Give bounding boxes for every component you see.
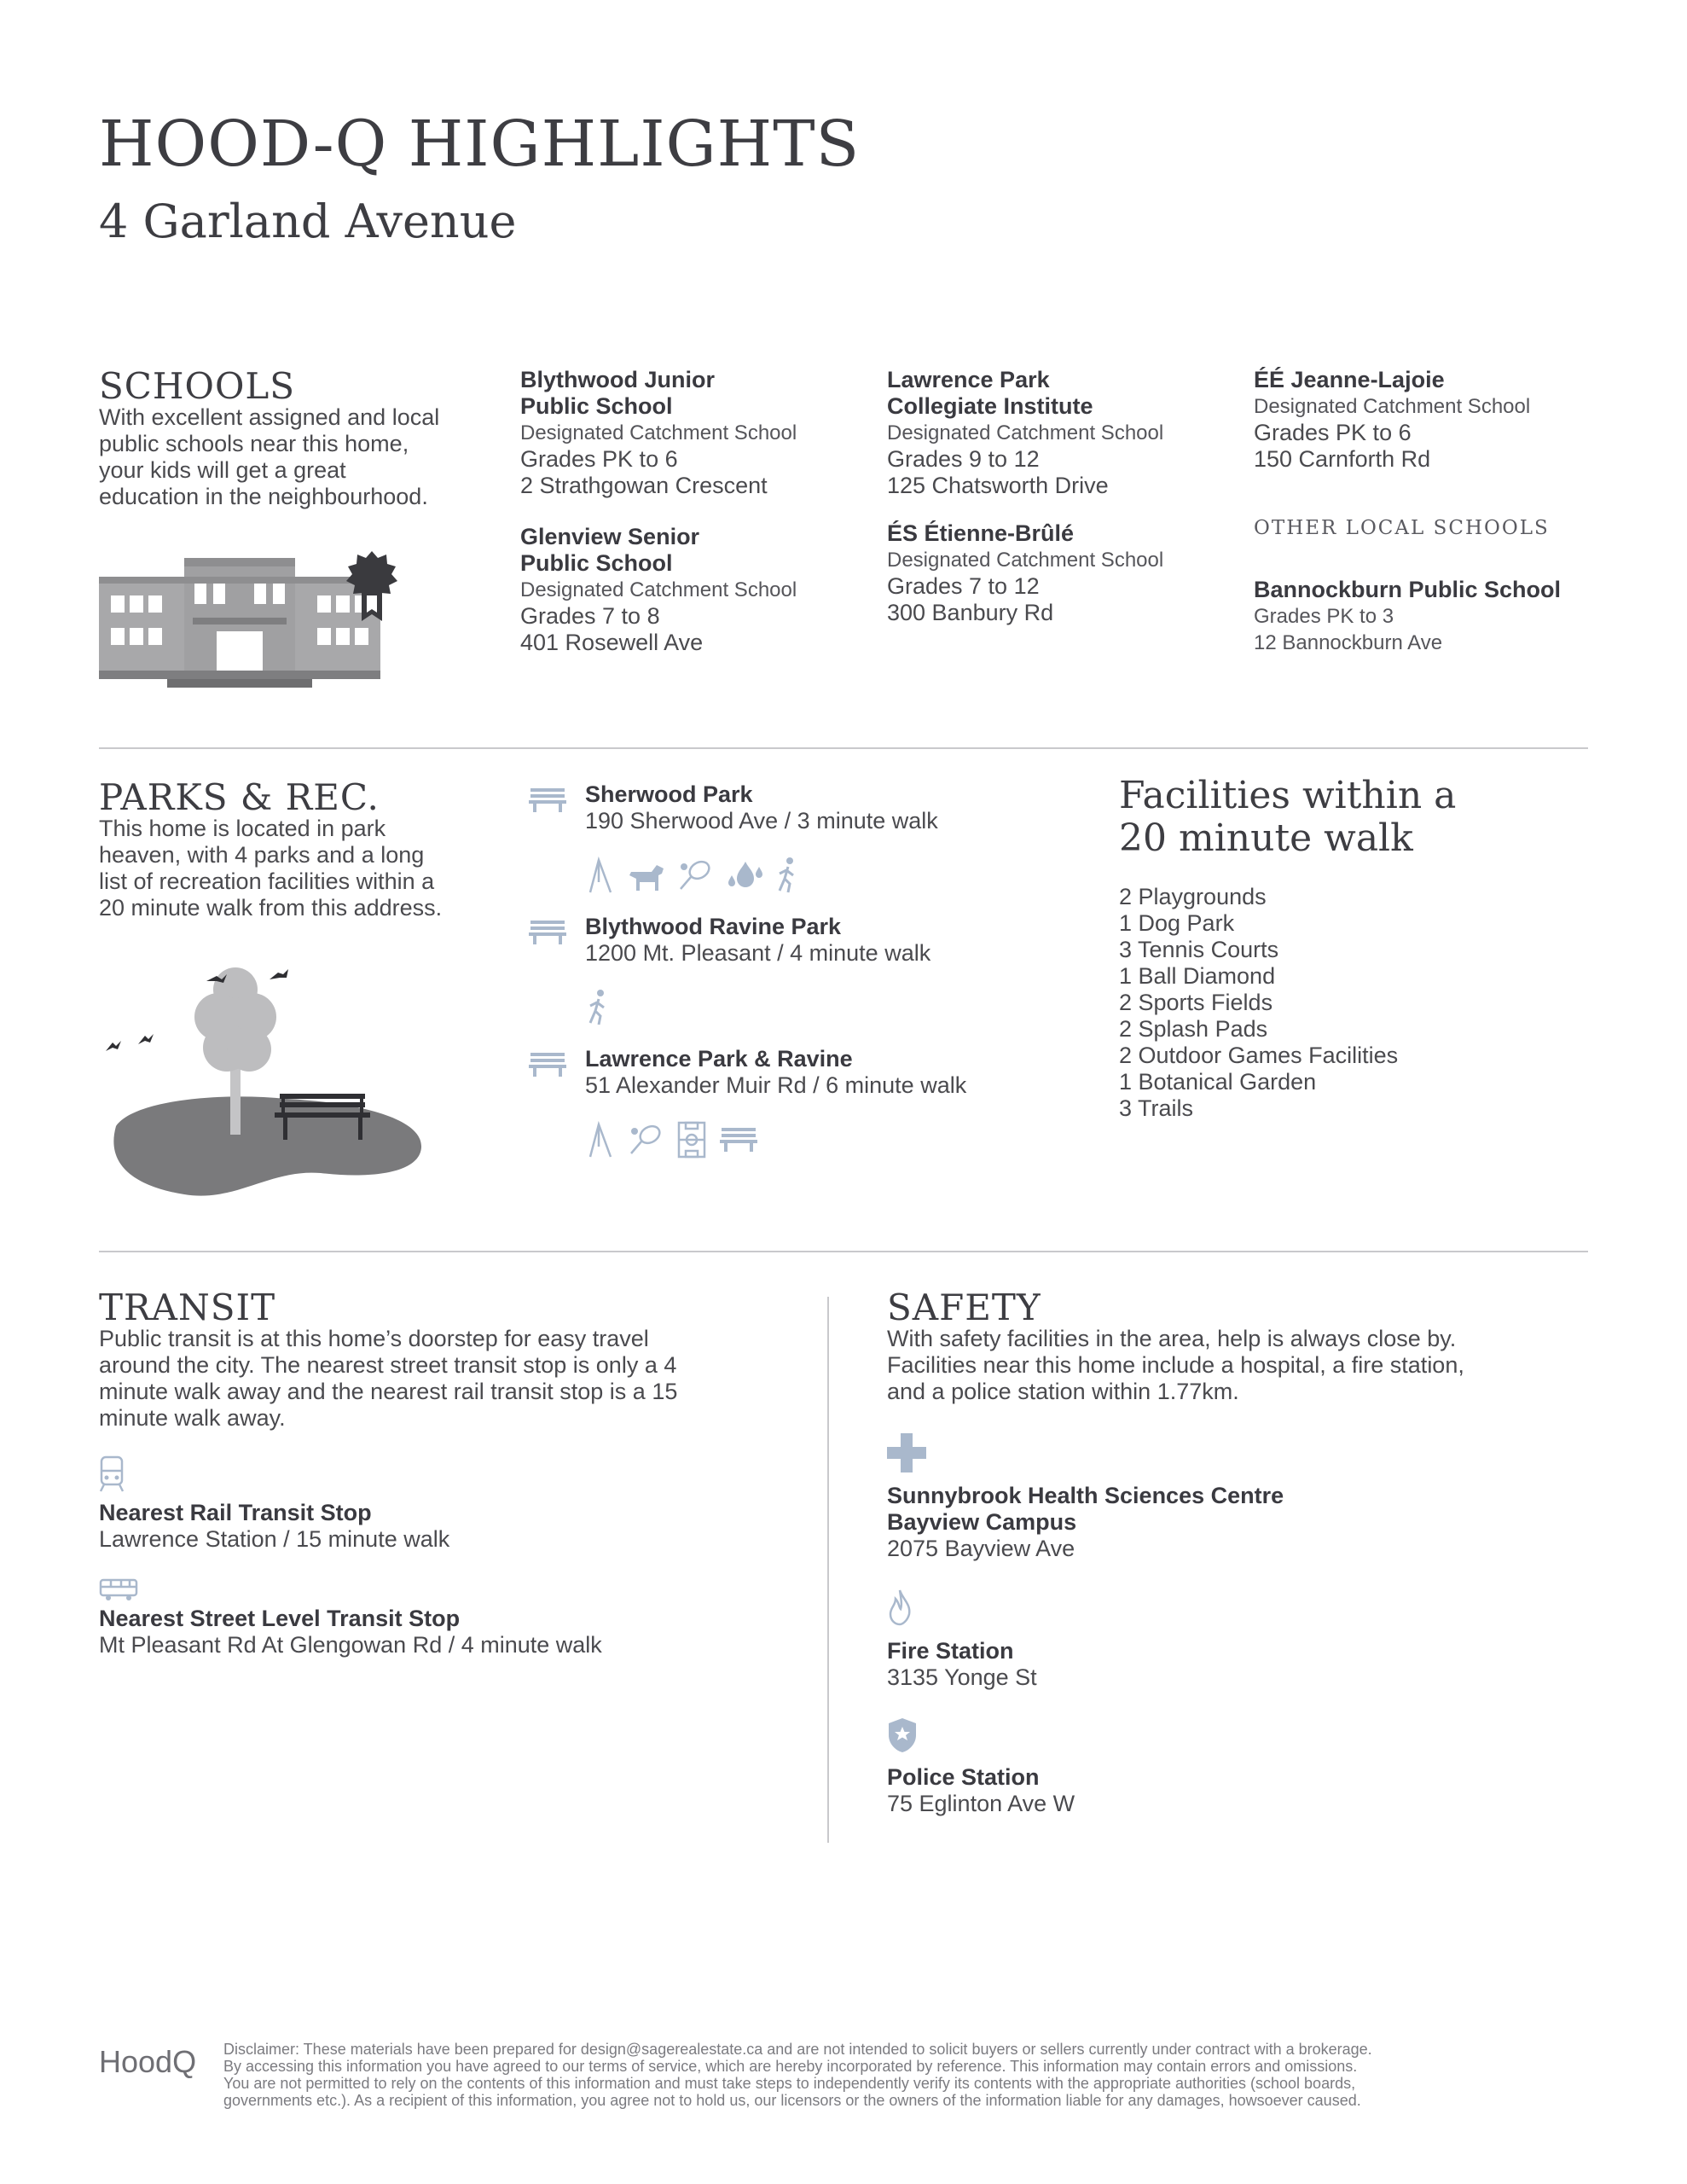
school-card-etienne-brule: ÉS Étienne-Brûlé Designated Catchment School Grades 7 to 12 300 Banbury Rd xyxy=(887,520,1164,625)
parks-description: This home is located in park heaven, with 4 parks and a long list of recreation facilities within a 20 minute walk from this address. xyxy=(99,816,443,921)
park-detail: 1200 Mt. Pleasant / 4 minute walk xyxy=(585,940,931,966)
school-card-jeanne-lajoie: ÉÉ Jeanne-Lajoie Designated Catchment School Grades PK to 6 150 Carnforth Rd xyxy=(1254,367,1531,472)
tennis-icon xyxy=(628,1123,665,1157)
schools-title: SCHOOLS xyxy=(99,365,296,407)
facility-item: 3 Tennis Courts xyxy=(1119,937,1279,962)
page-subtitle-address: 4 Garland Avenue xyxy=(99,195,517,248)
facility-item: 1 Ball Diamond xyxy=(1119,963,1276,989)
safety-title: SAFETY xyxy=(887,1287,1041,1328)
transit-description: Public transit is at this home’s doorstep for easy travel around the city. The nearest street transit stop is only a 4 minute walk away and the nearest rail transit stop is a 15 minute walk away. xyxy=(99,1326,678,1431)
school-card-glenview: Glenview Senior Public School Designated Catchment School Grades 7 to 8 401 Rosewell Ave xyxy=(520,524,797,655)
facility-item: 1 Botanical Garden xyxy=(1119,1069,1317,1095)
sports-field-icon xyxy=(677,1121,706,1159)
safety-description: With safety facilities in the area, help is always close by. Facilities near this home include a hospital, a fire station, and a police station within 1.77km. xyxy=(887,1326,1464,1404)
school-building-illustration xyxy=(99,543,406,696)
trail-icon xyxy=(585,989,611,1026)
street-transit-entry: Nearest Street Level Transit Stop Mt Pleasant Rd At Glengowan Rd / 4 minute walk xyxy=(99,1606,602,1658)
playground-icon xyxy=(585,857,616,894)
fire-icon xyxy=(887,1589,913,1626)
playground-icon xyxy=(585,1121,616,1159)
park-name: Blythwood Ravine Park xyxy=(585,914,842,939)
facilities-heading: Facilities within a 20 minute walk xyxy=(1119,774,1457,860)
divider-parks-transit xyxy=(99,1251,1588,1252)
splash-icon xyxy=(727,858,764,892)
bench-icon xyxy=(529,787,566,812)
facility-item: 1 Dog Park xyxy=(1119,910,1235,936)
school-card-blythwood: Blythwood Junior Public School Designated Catchment School Grades PK to 6 2 Strathgowan Crescent xyxy=(520,367,797,498)
rail-transit-entry: Nearest Rail Transit Stop Lawrence Station / 15 minute walk xyxy=(99,1500,450,1552)
hospital-cross-icon xyxy=(887,1433,926,1472)
bench-icon xyxy=(720,1126,757,1153)
disclaimer-text: Disclaimer: These materials have been prepared for design@sagerealestate.ca and are not intended to solicit buyers or sellers currently under contract with a brokerage. By accessing this information you have agreed to our terms of service, which are hereby incorporated by reference. This information may contain errors and omissions. You are not permitted to rely on the contents of this information and must take steps to independently verify its contents with the appropriate authorities (school boards, governments etc.). As a recipient of this information, you agree not to hold us, our licensors or the owners of the information liable for any damages, howsoever caused. xyxy=(223,2041,1372,2109)
park-illustration xyxy=(99,956,432,1203)
divider-transit-safety xyxy=(827,1297,829,1843)
schools-description: With excellent assigned and local public schools near this home, your kids will get a great education in the neighbourhood. xyxy=(99,404,440,509)
facility-item: 2 Splash Pads xyxy=(1119,1016,1268,1042)
facilities-list xyxy=(1119,884,1398,1122)
bus-icon xyxy=(99,1578,138,1602)
other-local-schools-heading: OTHER LOCAL SCHOOLS xyxy=(1254,517,1550,539)
train-icon xyxy=(99,1455,125,1493)
facility-item: 2 Playgrounds xyxy=(1119,884,1267,909)
transit-title: TRANSIT xyxy=(99,1287,276,1328)
bench-icon xyxy=(529,1051,566,1077)
facility-item: 3 Trails xyxy=(1119,1095,1194,1121)
park-name: Sherwood Park xyxy=(585,781,753,807)
school-card-bannockburn: Bannockburn Public School Grades PK to 3 12 Bannockburn Ave xyxy=(1254,577,1562,654)
facility-item: 2 Sports Fields xyxy=(1119,990,1273,1015)
park-detail: 190 Sherwood Ave / 3 minute walk xyxy=(585,808,938,834)
fire-station-entry: Fire Station 3135 Yonge St xyxy=(887,1638,1037,1690)
parks-title: PARKS & REC. xyxy=(99,776,380,818)
page-title: HOOD-Q HIGHLIGHTS xyxy=(99,107,861,181)
park-amenity-icons xyxy=(585,857,841,896)
park-amenity-icons xyxy=(585,989,841,1028)
facility-item: 2 Outdoor Games Facilities xyxy=(1119,1043,1399,1068)
hospital-entry: Sunnybrook Health Sciences Centre Bayview Campus 2075 Bayview Ave xyxy=(887,1483,1284,1561)
divider-schools-parks xyxy=(99,747,1588,749)
dog-icon xyxy=(628,862,665,892)
park-name: Lawrence Park & Ravine xyxy=(585,1046,853,1072)
bench-icon xyxy=(529,919,566,944)
police-badge-icon xyxy=(887,1716,918,1754)
park-detail: 51 Alexander Muir Rd / 6 minute walk xyxy=(585,1072,967,1098)
tennis-icon xyxy=(677,858,715,892)
hoodq-logo: HoodQ xyxy=(99,2044,197,2079)
trail-icon xyxy=(774,857,800,894)
police-station-entry: Police Station 75 Eglinton Ave W xyxy=(887,1764,1075,1816)
school-card-lawrence-park: Lawrence Park Collegiate Institute Designated Catchment School Grades 9 to 12 125 Chatsworth Drive xyxy=(887,367,1164,498)
park-amenity-icons xyxy=(585,1121,841,1160)
